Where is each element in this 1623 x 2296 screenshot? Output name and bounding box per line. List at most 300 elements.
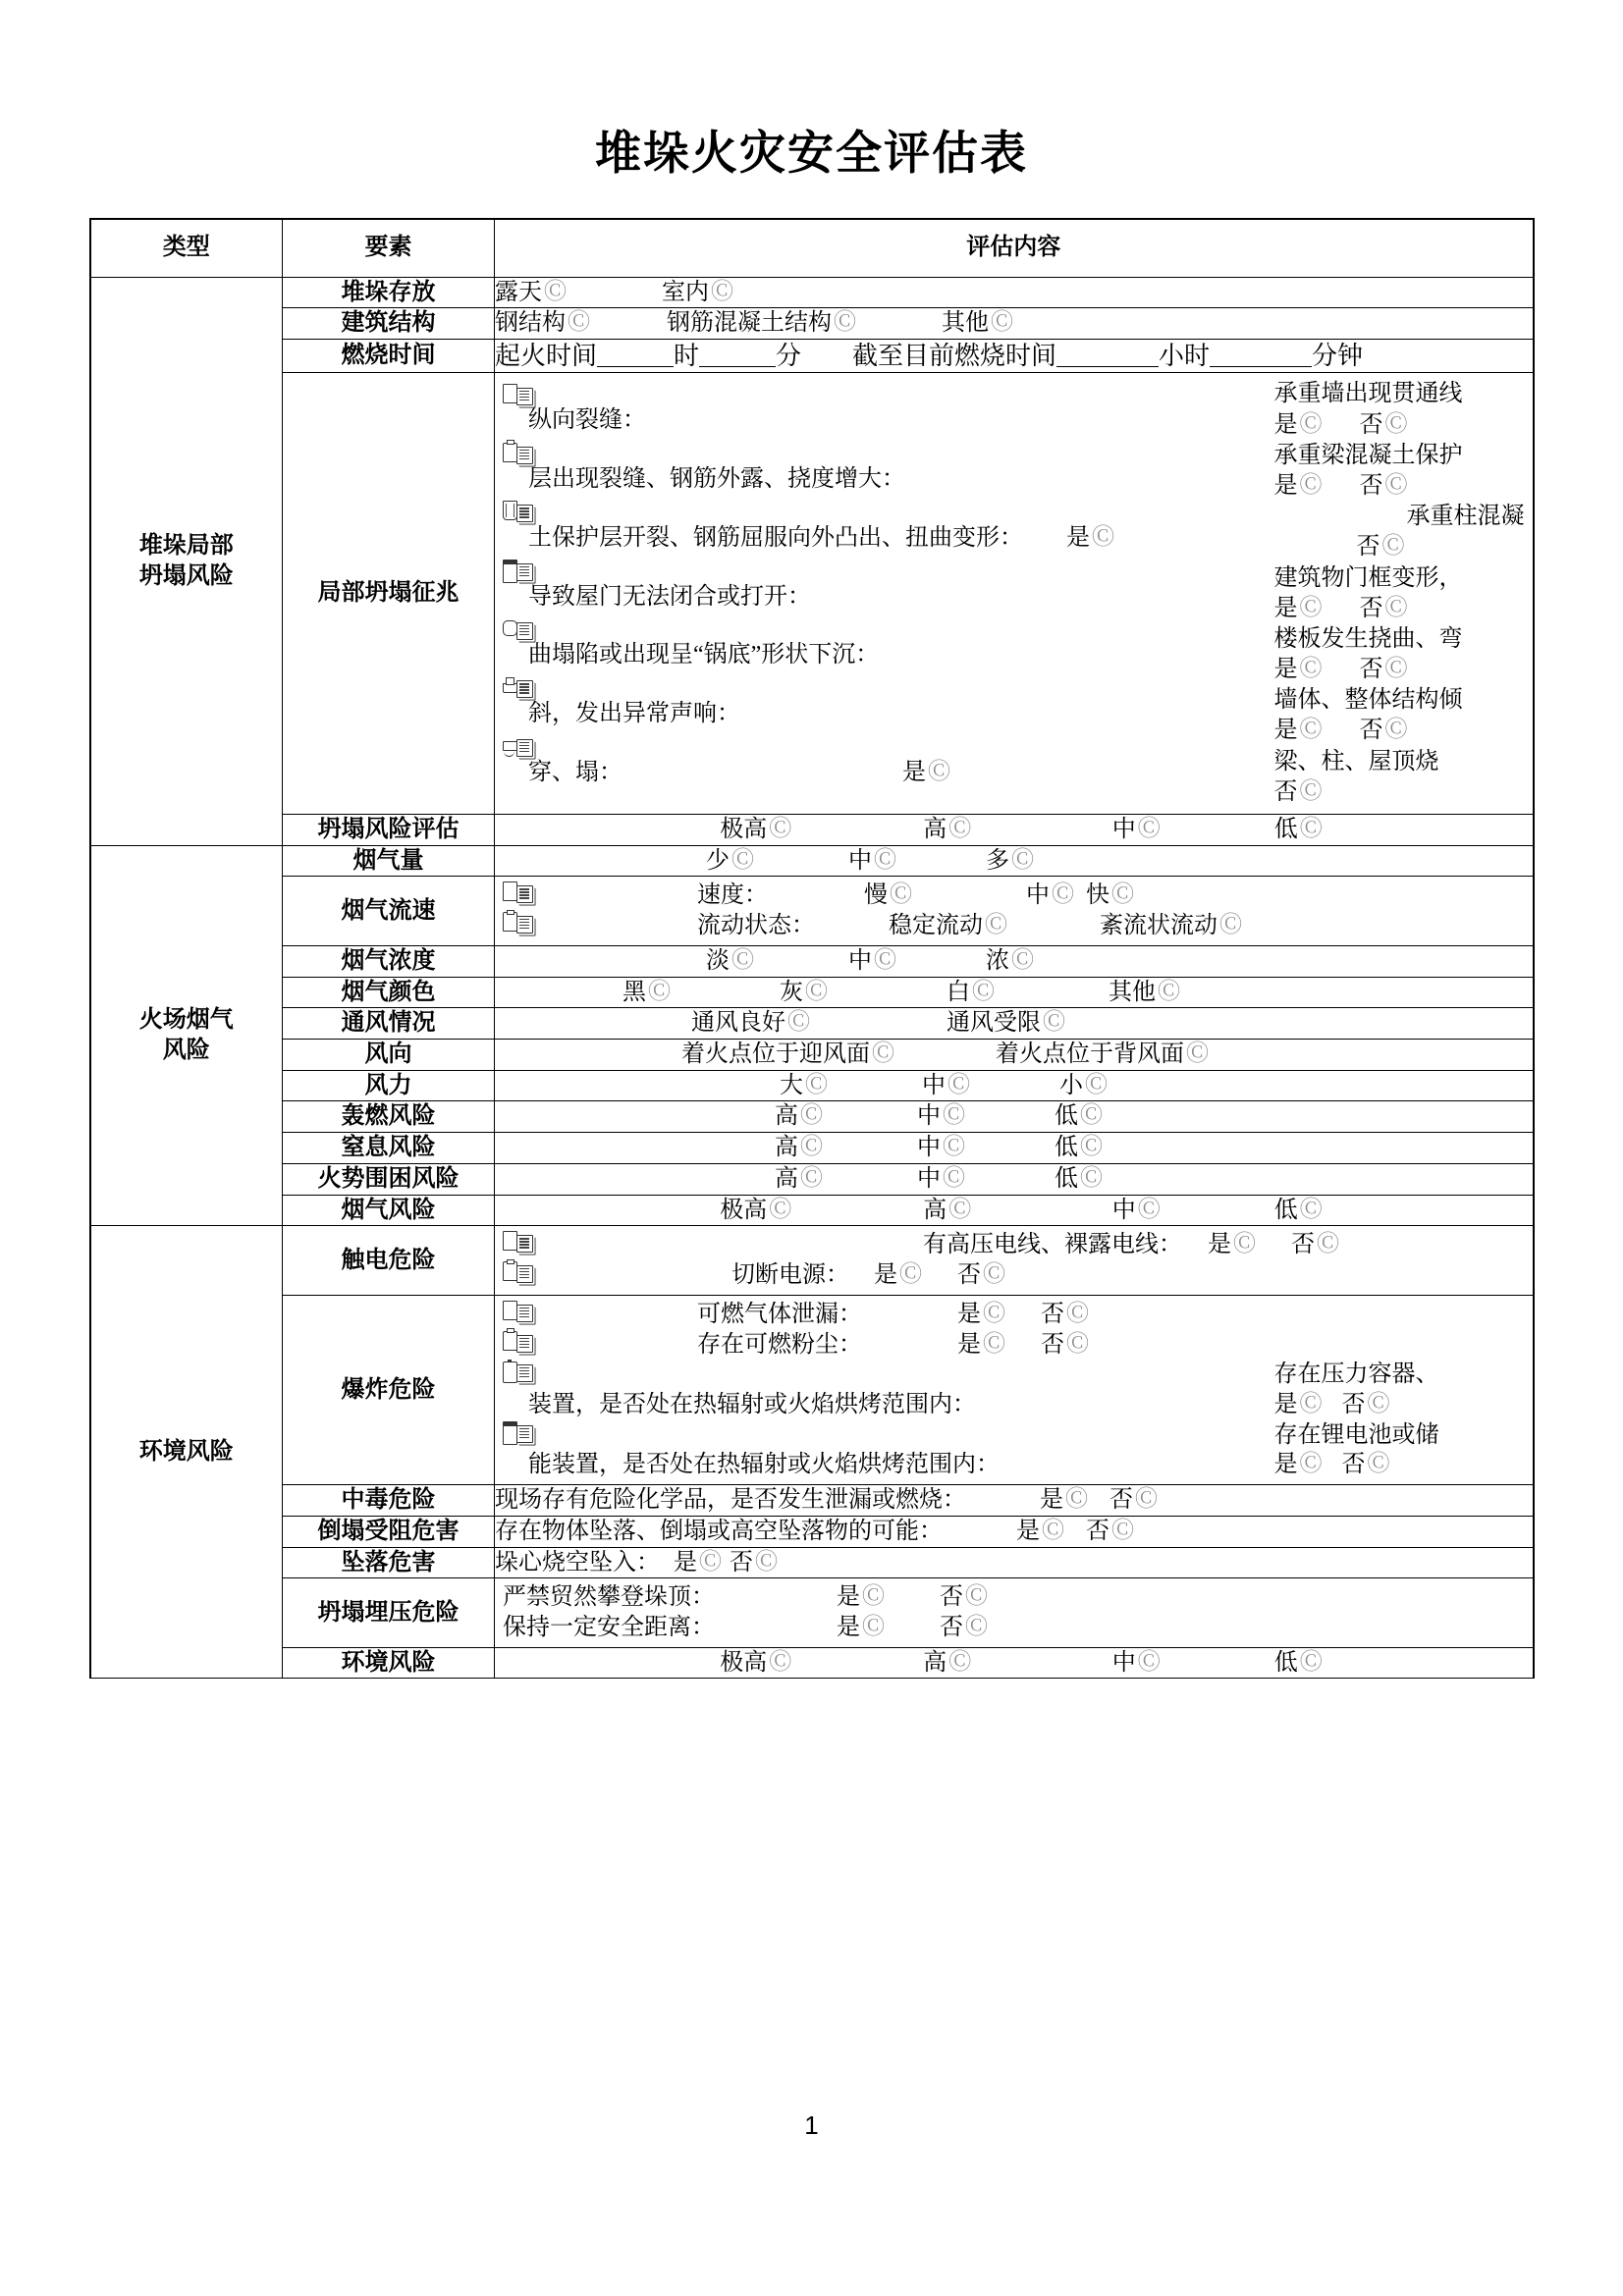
hazard-line <box>503 1230 1525 1260</box>
option-good-ventilation[interactable] <box>691 1008 947 1039</box>
option-no[interactable] <box>940 1613 988 1643</box>
option-dense[interactable] <box>986 948 1034 974</box>
checkbox-icon[interactable] <box>872 1040 894 1068</box>
clipboard-page-icon <box>503 911 536 936</box>
content-ventilation <box>495 1008 1534 1040</box>
option-label: 否 <box>1041 1331 1064 1358</box>
checkbox-icon[interactable] <box>1052 881 1074 909</box>
option-medium[interactable] <box>1043 815 1229 845</box>
checkbox-icon[interactable] <box>1080 1164 1103 1193</box>
option-no-label: 否 <box>1359 718 1383 744</box>
option-no[interactable] <box>1041 1300 1089 1330</box>
checkbox-icon[interactable] <box>948 1648 971 1677</box>
sign-text: 曲塌陷或出现呈“锅底”形状下沉： <box>528 642 880 668</box>
option-label: 中 <box>1111 817 1136 843</box>
option-label: 灰 <box>780 979 803 1005</box>
content-poisoning-hazard <box>495 1485 1534 1517</box>
table-row <box>90 1295 1534 1484</box>
option-label: 低 <box>1055 1165 1078 1192</box>
element-wind-direction: 风向 <box>283 1040 495 1071</box>
trash-page-icon <box>503 1360 536 1385</box>
trash-page-icon <box>503 500 536 525</box>
checkbox-icon[interactable] <box>1111 881 1134 909</box>
checkbox-icon[interactable] <box>890 881 912 909</box>
checkbox-icon[interactable] <box>1382 532 1405 561</box>
checkbox-icon[interactable] <box>800 1133 823 1161</box>
sign-right-label: 墙体、整体结构倾 <box>1273 687 1463 714</box>
option-label: 高 <box>775 1165 798 1192</box>
table-row <box>90 1647 1534 1679</box>
option-outdoor[interactable] <box>495 278 662 308</box>
category-label-line2: 坍塌风险 <box>138 561 234 589</box>
sign-right-yesno <box>1274 410 1525 441</box>
table-row <box>90 1040 1534 1071</box>
sign-right-label: 楼板发生挠曲、弯 <box>1273 625 1463 652</box>
hazard-right-label: 存在压力容器、 <box>1273 1362 1439 1388</box>
option-windward[interactable] <box>681 1040 996 1070</box>
checkbox-icon[interactable] <box>1300 815 1323 843</box>
option-indoor[interactable] <box>662 280 733 305</box>
hazard-label: 严禁贸然攀登垛顶： <box>503 1584 715 1611</box>
option-label: 通风受限 <box>947 1010 1041 1037</box>
checkbox-icon[interactable] <box>1065 1485 1088 1514</box>
option-reinforced-concrete[interactable] <box>667 308 942 339</box>
checkbox-icon[interactable] <box>800 1101 823 1130</box>
checkbox-icon[interactable] <box>787 1008 810 1037</box>
checkbox-icon[interactable] <box>769 815 791 843</box>
clipboard-page-icon <box>503 1260 536 1286</box>
checkbox-icon[interactable] <box>862 1582 885 1611</box>
hazard-label: 现场存有危险化学品，是否发生泄漏或燃烧： <box>495 1487 966 1514</box>
option-label: 是 <box>1208 1232 1231 1258</box>
table-row <box>90 1516 1534 1547</box>
checkbox-icon[interactable] <box>1158 978 1180 1006</box>
checkbox-icon[interactable] <box>899 1260 922 1289</box>
page-duplicate-icon <box>503 1300 536 1325</box>
category-label-line2: 风险 <box>162 1037 210 1064</box>
option-no[interactable] <box>940 1582 988 1613</box>
element-fall-hazard: 坠落危害 <box>283 1547 495 1578</box>
hazard-label: 有高压电线、裸露电线： <box>923 1232 1182 1258</box>
checkbox-icon[interactable] <box>1368 1390 1390 1418</box>
option-no[interactable] <box>730 1550 778 1575</box>
round-page-icon <box>503 617 536 643</box>
table-row <box>90 1485 1534 1517</box>
table-row <box>90 945 1534 977</box>
option-label: 极高 <box>720 817 768 843</box>
table-header-row <box>90 219 1534 278</box>
checkbox-icon[interactable] <box>1011 946 1034 975</box>
checkbox-icon[interactable] <box>769 1648 791 1677</box>
sign-text <box>503 758 1274 788</box>
table-row <box>90 877 1534 945</box>
checkbox-icon[interactable] <box>1138 1196 1161 1224</box>
checkbox-icon[interactable] <box>1219 911 1242 939</box>
option-high[interactable] <box>775 1133 917 1163</box>
option-yes[interactable] <box>837 1613 940 1643</box>
category-environment-risk <box>90 1226 283 1679</box>
option-extreme-high[interactable] <box>660 1648 851 1679</box>
smoke-velocity-state-line <box>503 911 1525 941</box>
option-label: 低 <box>1273 1649 1298 1676</box>
hazard-line <box>503 1300 1525 1330</box>
option-other[interactable] <box>1109 980 1180 1005</box>
option-steady-flow[interactable] <box>889 911 1100 941</box>
option-label: 浓 <box>986 947 1009 974</box>
checkbox-icon[interactable] <box>1385 594 1408 623</box>
option-label: 高 <box>923 817 947 843</box>
option-much[interactable] <box>986 848 1034 874</box>
option-medium[interactable] <box>1043 1648 1229 1679</box>
option-label: 室内 <box>662 279 709 305</box>
checkbox-icon[interactable] <box>1066 1330 1089 1359</box>
table-row <box>90 1070 1534 1101</box>
option-medium[interactable] <box>848 846 986 877</box>
option-label: 中 <box>848 847 872 874</box>
checkbox-icon[interactable] <box>862 1613 885 1641</box>
option-no[interactable] <box>1109 1487 1158 1513</box>
sign-right-label: 承重墙出现贯通线 <box>1273 381 1463 407</box>
option-label: 多 <box>986 847 1009 874</box>
checkbox-icon[interactable] <box>983 1330 1005 1359</box>
sign-right-yesno <box>1274 594 1525 624</box>
element-wind-force: 风力 <box>283 1070 495 1101</box>
hazard-label: 垛心烧空坠入： <box>495 1549 660 1575</box>
content-environment-risk-eval <box>495 1647 1534 1679</box>
checkbox-icon[interactable] <box>1111 1517 1134 1545</box>
checkbox-icon[interactable] <box>1300 1450 1323 1478</box>
sign-right-label: 梁、柱、屋顶烧 <box>1273 748 1439 774</box>
option-label: 少 <box>706 847 730 874</box>
option-label: 大 <box>780 1072 803 1098</box>
option-yes[interactable] <box>1040 1487 1088 1513</box>
element-asphyxia-risk: 窒息风险 <box>283 1133 495 1164</box>
hazard-right-label: 存在锂电池或储 <box>1273 1421 1439 1448</box>
hazard-yesno <box>1274 1450 1525 1480</box>
option-label: 白 <box>947 979 970 1005</box>
printer-curve-page-icon <box>503 734 536 760</box>
checkbox-icon[interactable] <box>711 278 733 306</box>
checkbox-icon[interactable] <box>834 308 856 337</box>
checkbox-icon[interactable] <box>1043 1008 1065 1037</box>
checkbox-icon[interactable] <box>699 1548 722 1576</box>
option-label: 小 <box>1059 1072 1083 1098</box>
sign-right-yesno <box>1274 777 1525 808</box>
element-collapse-risk-eval: 坍塌风险评估 <box>283 815 495 846</box>
option-yes-label: 是 <box>1273 595 1298 621</box>
hazard-line <box>503 1450 1525 1480</box>
hazard-label: 切断电源： <box>731 1262 849 1289</box>
option-low[interactable] <box>1055 1166 1103 1192</box>
option-slow[interactable] <box>864 881 1026 911</box>
category-fire-smoke-risk <box>90 845 283 1226</box>
checkbox-icon[interactable] <box>983 1300 1005 1328</box>
header-content: 评估内容 <box>495 219 1534 278</box>
option-other[interactable] <box>942 310 1013 336</box>
option-no-label: 否 <box>1273 778 1298 805</box>
content-fire-entrapment-risk <box>495 1163 1534 1195</box>
option-no-label: 否 <box>1359 657 1383 683</box>
hazard-line <box>503 1260 1525 1291</box>
option-medium[interactable] <box>1043 1196 1229 1226</box>
option-high[interactable] <box>775 1164 917 1195</box>
checkbox-icon[interactable] <box>1233 1230 1256 1258</box>
sign-right-label: 承重梁混凝土保护 <box>1273 442 1463 468</box>
checkbox-icon[interactable] <box>965 1613 988 1641</box>
checkbox-icon[interactable] <box>874 946 896 975</box>
checkbox-icon[interactable] <box>943 1101 965 1130</box>
checkbox-icon[interactable] <box>1011 846 1034 875</box>
checkbox-icon[interactable] <box>1092 523 1114 552</box>
checkbox-icon[interactable] <box>983 1260 1005 1289</box>
option-yes[interactable] <box>957 1300 1041 1330</box>
content-smoke-risk <box>495 1195 1534 1226</box>
checkbox-icon[interactable] <box>1066 1300 1089 1328</box>
option-yes-label: 是 <box>1273 718 1298 744</box>
option-label: 紊流状流动 <box>1100 913 1217 939</box>
sign-text <box>503 523 1274 554</box>
checkbox-icon[interactable] <box>1385 716 1408 745</box>
page-duplicate-icon <box>503 881 536 906</box>
header-type: 类型 <box>90 219 283 278</box>
option-high[interactable] <box>851 1196 1043 1226</box>
option-yes[interactable] <box>1016 1519 1064 1544</box>
option-white[interactable] <box>947 978 1109 1008</box>
option-medium[interactable] <box>1026 881 1074 911</box>
sign-text: 纵向裂缝： <box>528 407 646 434</box>
checkbox-icon[interactable] <box>755 1548 778 1576</box>
option-leeward[interactable] <box>996 1041 1209 1067</box>
hazard-line <box>503 1390 1525 1420</box>
category-label-line1: 环境风险 <box>138 1438 234 1466</box>
smoke-velocity-speed-line <box>503 881 1525 911</box>
hazard-line <box>503 1613 1525 1643</box>
option-yes-label: 是 <box>1273 411 1298 438</box>
checkbox-icon[interactable] <box>1385 655 1408 684</box>
table-row <box>90 1578 1534 1647</box>
sign-right-label: 承重柱混凝 <box>1406 504 1525 530</box>
option-medium[interactable] <box>922 1071 1059 1101</box>
content-building-structure <box>495 308 1534 340</box>
checkbox-icon[interactable] <box>544 278 567 306</box>
table-row <box>90 1195 1534 1226</box>
checkbox-icon[interactable] <box>948 1196 971 1224</box>
checkbox-icon[interactable] <box>731 846 754 875</box>
option-turbulent-flow[interactable] <box>1100 911 1242 941</box>
option-yes[interactable] <box>874 1260 957 1291</box>
checkbox-icon[interactable] <box>985 911 1007 939</box>
checkbox-icon[interactable] <box>1042 1517 1064 1545</box>
checkbox-icon[interactable] <box>1368 1450 1390 1478</box>
page-title: 堆垛火灾安全评估表 <box>595 127 1028 179</box>
checkbox-icon[interactable] <box>1300 777 1323 807</box>
window-page-icon <box>503 559 536 584</box>
option-extreme-high[interactable] <box>660 815 851 845</box>
option-yes[interactable] <box>674 1550 722 1575</box>
checkbox-icon[interactable] <box>1300 471 1323 501</box>
checkbox-icon[interactable] <box>948 815 971 843</box>
table-row <box>90 373 1534 815</box>
sign-item <box>503 672 1274 729</box>
checkbox-icon[interactable] <box>1385 410 1408 440</box>
window-page-icon <box>503 1420 536 1446</box>
option-label: 是 <box>1273 1452 1298 1478</box>
option-fast[interactable] <box>1086 881 1134 911</box>
checkbox-icon[interactable] <box>1186 1040 1209 1068</box>
element-smoke-concentration: 烟气浓度 <box>283 945 495 977</box>
checkbox-icon[interactable] <box>1300 410 1323 440</box>
option-yes[interactable] <box>837 1582 940 1613</box>
option-weak[interactable] <box>1059 1073 1108 1098</box>
option-high[interactable] <box>851 1648 1043 1679</box>
option-label: 中 <box>917 1103 941 1130</box>
element-environment-risk-eval: 环境风险 <box>283 1647 495 1679</box>
checkbox-icon[interactable] <box>731 946 754 975</box>
table-row <box>90 1163 1534 1195</box>
option-gray[interactable] <box>780 978 947 1008</box>
sign-text: 斜，发出异常声响： <box>528 700 740 726</box>
checkbox-icon[interactable] <box>928 758 950 786</box>
table-row <box>90 1226 1534 1295</box>
option-low[interactable] <box>1055 1103 1103 1129</box>
option-label: 淡 <box>706 947 730 974</box>
option-high[interactable] <box>851 815 1043 845</box>
content-explosion-hazard <box>495 1295 1534 1484</box>
content-flashover-risk <box>495 1101 1534 1133</box>
checkbox-icon[interactable] <box>1080 1133 1103 1161</box>
checkbox-icon[interactable] <box>1138 1648 1161 1677</box>
clipboard-page-icon <box>503 1330 536 1356</box>
option-no[interactable] <box>1291 1230 1339 1260</box>
option-low[interactable] <box>1229 1196 1367 1226</box>
option-label: 高 <box>923 1197 947 1223</box>
content-burning-time[interactable]: 起火时间＿＿＿时＿＿＿分 截至目前燃烧时间＿＿＿＿小时＿＿＿＿分钟 <box>495 340 1534 373</box>
table-row <box>90 308 1534 340</box>
element-smoke-color: 烟气颜色 <box>283 977 495 1008</box>
sign-item <box>503 614 1274 670</box>
option-light[interactable] <box>706 946 848 977</box>
element-smoke-risk: 烟气风险 <box>283 1195 495 1226</box>
checkbox-icon[interactable] <box>648 978 671 1006</box>
table-row <box>90 977 1534 1008</box>
sign-right-yesno <box>1274 655 1525 685</box>
checkbox-icon[interactable] <box>1300 1390 1323 1418</box>
checkbox-icon[interactable] <box>1385 471 1408 501</box>
element-smoke-volume: 烟气量 <box>283 845 495 877</box>
checkbox-icon[interactable] <box>568 308 590 337</box>
element-fire-entrapment-risk: 火势围困风险 <box>283 1163 495 1195</box>
option-label: 否 <box>957 1262 981 1289</box>
content-asphyxia-risk <box>495 1133 1534 1164</box>
option-no[interactable] <box>957 1260 1005 1291</box>
option-yes[interactable] <box>957 1330 1041 1361</box>
checkbox-icon[interactable] <box>1300 716 1323 745</box>
option-label: 否 <box>1041 1301 1064 1327</box>
checkbox-icon[interactable] <box>1300 1648 1323 1677</box>
sign-text: 导致屋门无法闭合或打开： <box>528 583 811 610</box>
option-strong[interactable] <box>780 1071 922 1101</box>
sign-item <box>503 731 1274 788</box>
checkbox-icon[interactable] <box>769 1196 791 1224</box>
checkbox-icon[interactable] <box>1300 594 1323 623</box>
content-wind-force <box>495 1070 1534 1101</box>
checkbox-icon[interactable] <box>800 1164 823 1193</box>
option-label: 钢结构 <box>495 310 566 337</box>
content-electric-shock-hazard <box>495 1226 1534 1295</box>
option-label: 通风良好 <box>691 1010 785 1037</box>
option-low[interactable] <box>1229 815 1367 845</box>
clipboard-page-icon <box>503 442 536 467</box>
hazard-label: 保持一定安全距离： <box>503 1614 715 1640</box>
content-smoke-volume <box>495 845 1534 877</box>
option-high[interactable] <box>775 1101 917 1132</box>
option-no[interactable] <box>1041 1330 1089 1361</box>
hazard-label: 能装置，是否处在热辐射或火焰烘烤范围内： <box>528 1452 1000 1478</box>
sign-label: 土保护层开裂、钢筋屈服向外凸出、扭曲变形： <box>528 524 1023 551</box>
checkbox-icon[interactable] <box>1300 655 1323 684</box>
checkbox-icon[interactable] <box>1138 815 1161 843</box>
element-collapse-obstruction-hazard: 倒塌受阻危害 <box>283 1516 495 1547</box>
option-medium[interactable] <box>917 1133 1055 1163</box>
checkbox-icon[interactable] <box>972 978 995 1006</box>
table-row <box>90 845 1534 877</box>
content-local-collapse-signs <box>495 373 1534 815</box>
sign-label: 穿、塌： <box>528 759 622 785</box>
option-label: 快 <box>1086 882 1109 909</box>
checkbox-icon[interactable] <box>1085 1071 1108 1099</box>
checkbox-icon[interactable] <box>874 846 896 875</box>
page-duplicate-icon <box>503 1230 536 1255</box>
option-low[interactable] <box>1229 1648 1367 1679</box>
option-no-label: 否 <box>1359 472 1383 499</box>
option-label: 是 <box>957 1301 981 1327</box>
option-no-label: 否 <box>1359 411 1383 438</box>
option-low[interactable] <box>1055 1135 1103 1160</box>
checkbox-icon[interactable] <box>991 308 1013 337</box>
option-extreme-high[interactable] <box>660 1196 851 1226</box>
fire-safety-assessment-table <box>89 218 1535 1680</box>
option-label: 其他 <box>1109 979 1156 1005</box>
element-explosion-hazard: 爆炸危险 <box>283 1295 495 1484</box>
checkbox-icon[interactable] <box>965 1582 988 1611</box>
option-yes[interactable] <box>1208 1230 1291 1260</box>
option-steel-structure[interactable] <box>495 308 667 339</box>
option-little[interactable] <box>706 846 848 877</box>
option-no[interactable] <box>1086 1519 1134 1544</box>
option-label: 否 <box>940 1614 963 1640</box>
option-label: 是 <box>1016 1518 1040 1544</box>
option-medium[interactable] <box>848 946 986 977</box>
checkbox-icon[interactable] <box>947 1071 970 1099</box>
option-medium[interactable] <box>917 1101 1055 1132</box>
option-label: 着火点位于迎风面 <box>681 1041 870 1068</box>
checkbox-icon[interactable] <box>805 978 828 1006</box>
checkbox-icon[interactable] <box>1300 1196 1323 1224</box>
checkbox-icon[interactable] <box>805 1071 828 1099</box>
checkbox-icon[interactable] <box>943 1133 965 1161</box>
option-medium[interactable] <box>917 1164 1055 1195</box>
option-black[interactable] <box>622 978 780 1008</box>
option-label: 否 <box>730 1549 753 1575</box>
sign-item <box>503 556 1274 613</box>
checkbox-icon[interactable] <box>1135 1485 1158 1514</box>
page-number: 1 <box>804 2110 819 2140</box>
option-limited-ventilation[interactable] <box>947 1010 1065 1036</box>
checkbox-icon[interactable] <box>943 1164 965 1193</box>
option-label: 极高 <box>720 1649 768 1676</box>
checkbox-icon[interactable] <box>1080 1101 1103 1130</box>
checkbox-icon[interactable] <box>1317 1230 1339 1258</box>
